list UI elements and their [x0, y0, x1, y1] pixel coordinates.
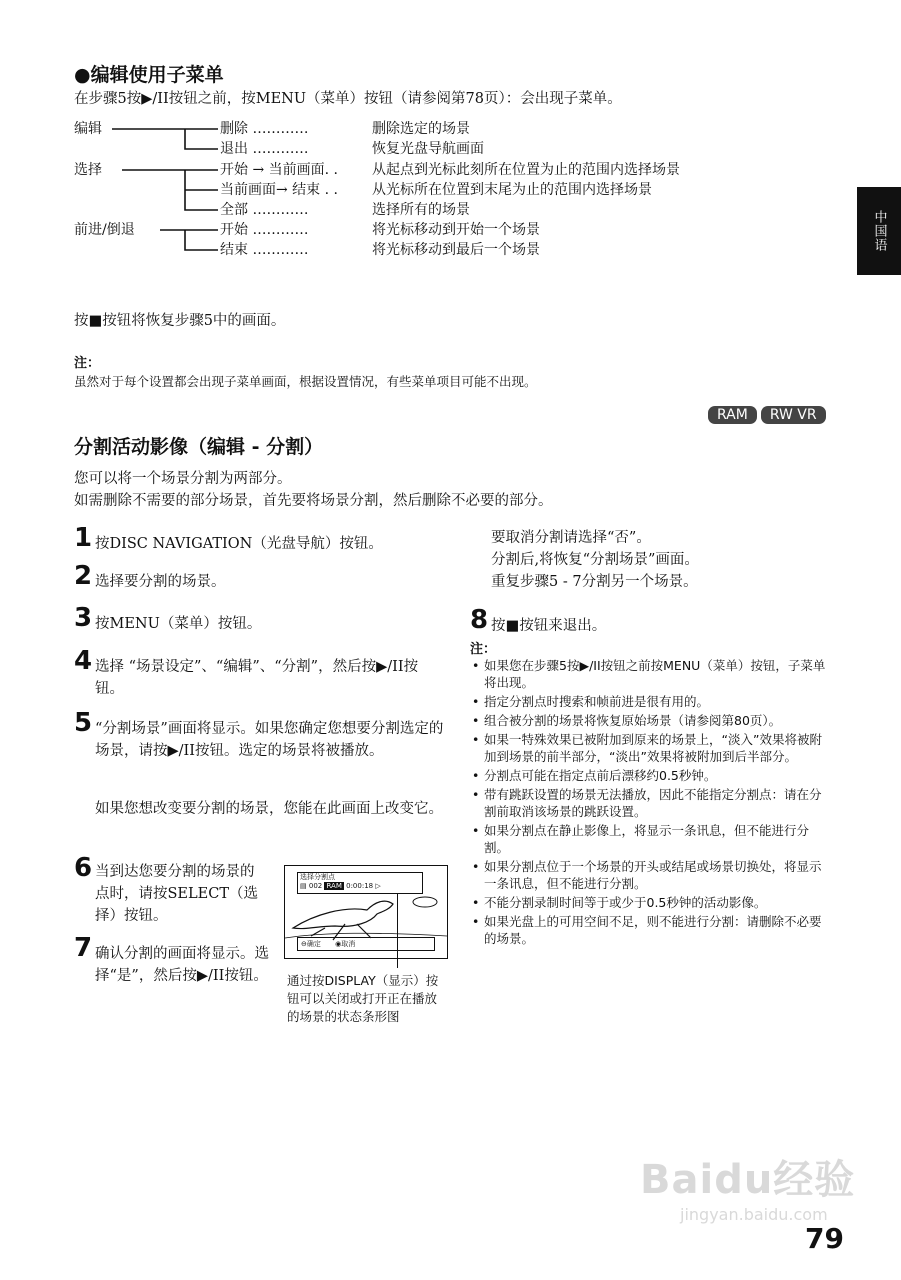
note-item: • 如果分割点在静止影像上，将显示一条讯息，但不能进行分割。 — [470, 822, 830, 856]
note-item: • 不能分割录制时间等于或少于0.5秒钟的活动影像。 — [470, 894, 830, 911]
step-5-text: “分割场景”画面将显示。如果您确定您想要分割选定的场景，请按▶/II按钮。选定的场景将被播放。 — [95, 721, 444, 759]
screen-footer — [297, 937, 435, 951]
note-item: • 分割点可能在指定点前后漂移约0.5秒钟。 — [470, 767, 830, 784]
media-badges — [704, 404, 826, 424]
menu-desc-start: 将光标移动到开始一个场景 — [372, 222, 540, 238]
menu-item-all: 全部 ………… — [220, 202, 309, 218]
cancel-icon: ◉ — [335, 940, 342, 948]
menu-group-edit: 编辑 — [74, 121, 102, 137]
language-tab-label: 中国语 — [871, 210, 887, 252]
note-item: • 指定分割点时搜索和帧前进是很有用的。 — [470, 693, 830, 710]
split-screen-illustration — [284, 865, 448, 959]
note-item: • 如果光盘上的可用空间不足，则不能进行分割：请删除不必要的场景。 — [470, 913, 830, 947]
note-item: • 如果一特殊效果已被附加到原来的场景上，“淡入”效果将被附加到场景的前半部分，“淡出”效果将被附加到后半部分。 — [470, 731, 830, 765]
cancel-split-note: 要取消分割请选择“否”。 — [491, 530, 651, 546]
repeat-steps-note: 重复步骤5 - 7分割另一个场景。 — [491, 574, 698, 590]
step-2-text: 选择要分割的场景。 — [95, 574, 226, 590]
step-3-number: 3 — [74, 603, 93, 633]
step-5-extra: 如果您想改变要分割的场景，您能在此画面上改变它。 — [95, 801, 443, 817]
menu-desc-start-current: 从起点到光标此刻所在位置为止的范围内选择场景 — [372, 162, 680, 178]
notes-list — [470, 657, 830, 949]
menu-desc-all: 选择所有的场景 — [372, 202, 470, 218]
disc-icon: RAM — [326, 882, 342, 890]
note-item: • 组合被分割的场景将恢复原始场景（请参阅第80页）。 — [470, 712, 830, 729]
time-display: 0:00:18 — [346, 882, 374, 890]
step-8-text: 按■按钮来退出。 — [491, 618, 607, 634]
step-8-number: 8 — [470, 605, 489, 635]
step-2-number: 2 — [74, 561, 93, 591]
enter-icon: ⊖ — [301, 940, 307, 948]
cancel-label: 取消 — [341, 940, 356, 948]
screen-caption: 通过按DISPLAY（显示）按钮可以关闭或打开正在播放的场景的状态条形图 — [287, 973, 439, 1024]
page-number: 79 — [805, 1222, 844, 1255]
menu-item-exit: 退出 ………… — [220, 141, 309, 157]
note-item: • 如果分割点位于一个场景的开头或结尾或场景切换处，将显示一条讯息，但不能进行分割。 — [470, 858, 830, 892]
menu-group-select: 选择 — [74, 162, 102, 178]
menu-item-start-current: 开始 → 当前画面. . — [220, 162, 338, 178]
scene-counter: 002 — [308, 882, 323, 890]
menu-desc-end: 将光标移动到最后一个场景 — [372, 242, 540, 258]
submenu-heading: ●编辑使用子菜单 — [74, 64, 224, 86]
watermark-brand: Baidu经验 — [640, 1157, 856, 1203]
note-item: • 如果您在步骤5按▶/II按钮之前按MENU（菜单）按钮，子菜单将出现。 — [470, 657, 830, 691]
step-6-number: 6 — [74, 853, 93, 883]
split-heading: 分割活动影像（编辑 - 分割） — [74, 436, 324, 458]
step-7-text: 确认分割的画面将显示。选择“是”，然后按▶/II按钮。 — [95, 946, 269, 984]
enter-label: 确定 — [306, 940, 321, 948]
callout-line — [397, 893, 398, 968]
split-intro-1: 您可以将一个场景分割为两部分。 — [74, 471, 292, 487]
step-6-text: 当到达您要分割的场景的点时，请按SELECT（选择）按钮。 — [95, 864, 258, 924]
step-4-number: 4 — [74, 646, 93, 676]
baidu-watermark — [640, 1148, 855, 1224]
stop-note: 按■按钮将恢复步骤5中的画面。 — [74, 313, 286, 329]
badge-ram: RAM — [708, 406, 757, 424]
menu-item-delete: 删除 ………… — [220, 121, 309, 137]
play-icon: ▷ — [375, 882, 381, 890]
menu-item-current-end: 当前画面→ 结束 . . — [220, 182, 338, 198]
note-text: 虽然对于每个设置都会出现子菜单画面，根据设置情况，有些菜单项目可能不出现。 — [74, 374, 537, 389]
menu-item-start: 开始 ………… — [220, 222, 309, 238]
menu-desc-current-end: 从光标所在位置到末尾为止的范围内选择场景 — [372, 182, 652, 198]
step-3-text: 按MENU（菜单）按钮。 — [95, 616, 262, 632]
note-title: 注： — [74, 356, 101, 371]
after-split-note: 分割后,将恢复“分割场景”画面。 — [491, 552, 699, 568]
scene-icon: ▤ — [300, 882, 307, 890]
split-intro-2: 如需删除不需要的部分场景，首先要将场景分割，然后删除不必要的部分。 — [74, 493, 553, 509]
step-4-text: 选择 “场景设定”、“编辑”、“分割”，然后按▶/II按钮。 — [95, 659, 419, 697]
menu-item-end: 结束 ………… — [220, 242, 309, 258]
step-1-text: 按DISC NAVIGATION（光盘导航）按钮。 — [95, 536, 383, 552]
step-5-number: 5 — [74, 708, 93, 738]
menu-desc-delete: 删除选定的场景 — [372, 121, 470, 137]
screen-title: 选择分割点 — [300, 873, 335, 881]
badge-rw-vr: RW VR — [761, 406, 826, 424]
note-item: • 带有跳跃设置的场景无法播放，因此不能指定分割点：请在分割前取消该场景的跳跃设置。 — [470, 786, 830, 820]
menu-desc-exit: 恢复光盘导航画面 — [372, 141, 484, 157]
menu-group-forward-back: 前进/倒退 — [74, 222, 135, 238]
step-1-number: 1 — [74, 523, 93, 553]
submenu-intro: 在步骤5按▶/II按钮之前，按MENU（菜单）按钮（请参阅第78页）：会出现子菜单。 — [74, 91, 622, 107]
step-7-number: 7 — [74, 933, 93, 963]
watermark-url: jingyan.baidu.com — [680, 1205, 828, 1224]
notes-title: 注： — [470, 642, 497, 657]
